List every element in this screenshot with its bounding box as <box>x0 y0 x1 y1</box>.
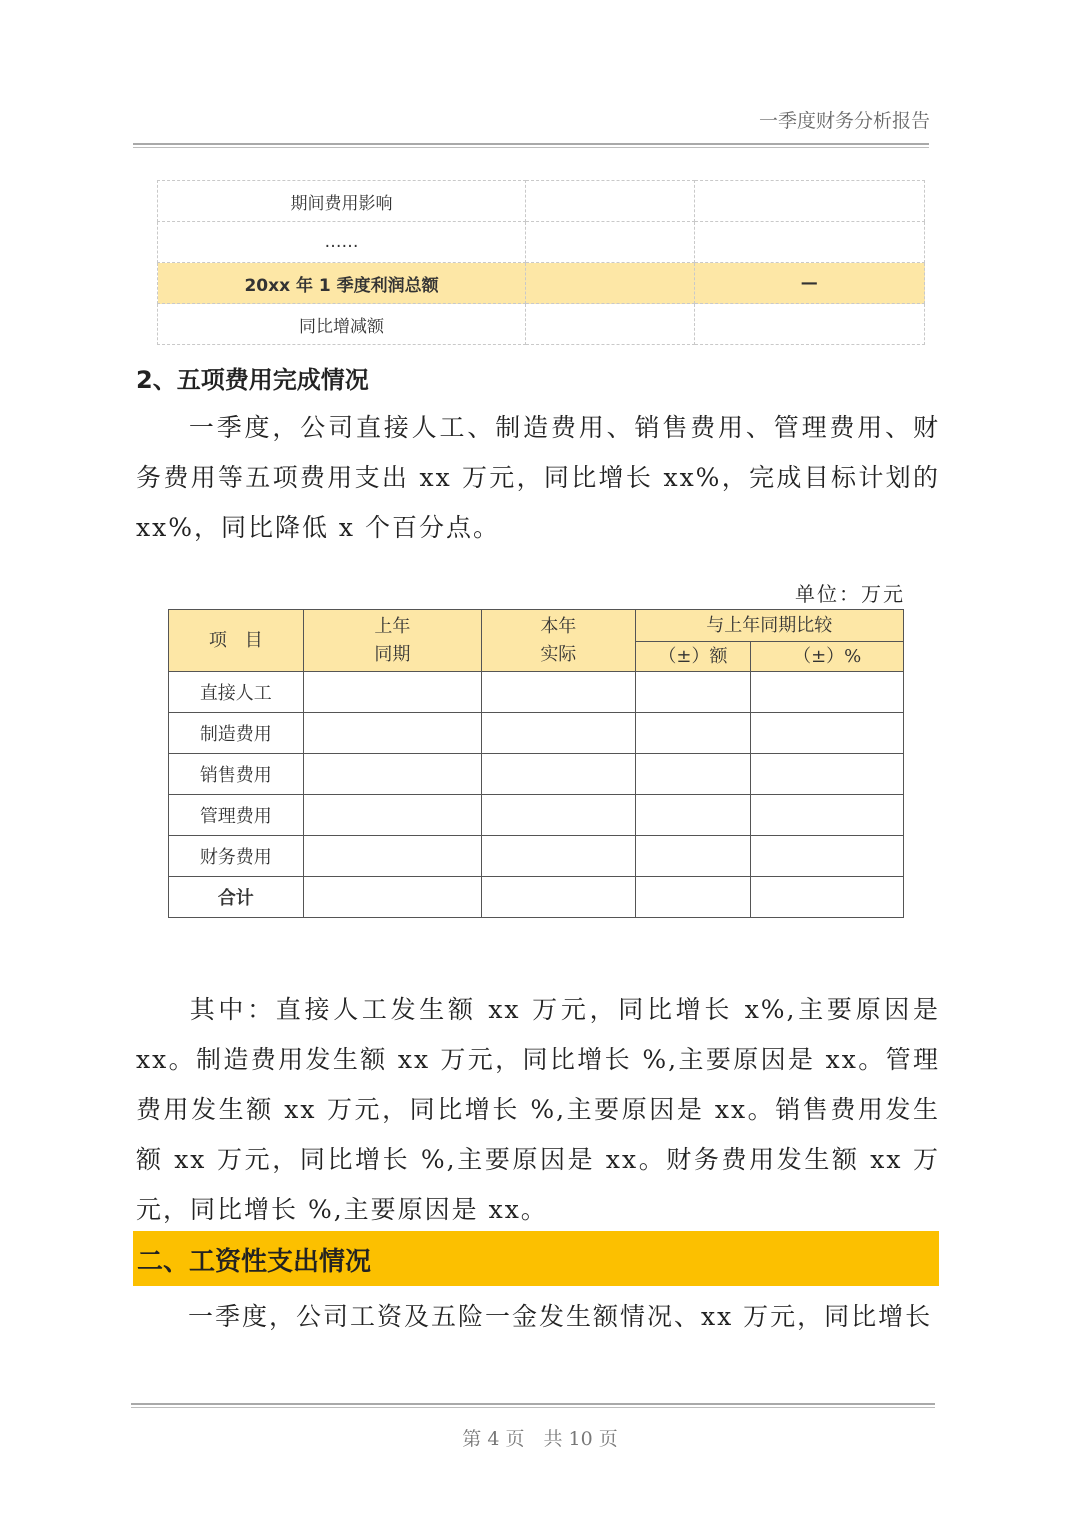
col-header-compare: 与上年同期比较 <box>635 610 903 642</box>
table-row <box>169 672 904 713</box>
table-cell <box>635 836 751 877</box>
table-cell <box>635 795 751 836</box>
row-label: 直接人工 <box>169 672 304 713</box>
paragraph-text: 一季度，公司直接人工、制造费用、销售费用、管理费用、财务费用等五项费用支出 xx 万元，同比增长 xx%，完成目标计划的 xx%，同比降低 x 个百分点。 <box>136 413 940 542</box>
row-label: 销售费用 <box>169 754 304 795</box>
section-band-title: 二、工资性支出情况 <box>137 1247 372 1277</box>
table-cell <box>526 222 695 263</box>
table-cell <box>482 836 636 877</box>
table-row <box>169 795 904 836</box>
table-cell <box>303 754 481 795</box>
table-cell <box>694 222 924 263</box>
row-label: 期间费用影响 <box>158 181 526 222</box>
table-cell <box>526 263 695 304</box>
table-cell <box>482 877 636 918</box>
body-paragraph <box>136 403 940 553</box>
row-label: 财务费用 <box>169 836 304 877</box>
unit-label: 单位：万元 <box>795 582 905 606</box>
table-cell <box>482 713 636 754</box>
table-cell <box>751 672 904 713</box>
section-heading: 2、五项费用完成情况 <box>136 366 369 394</box>
header-line: 上年 <box>374 615 411 637</box>
header-line: 本年 <box>540 615 577 637</box>
header-line: 实际 <box>540 643 577 665</box>
table-cell <box>635 713 751 754</box>
table-cell <box>751 754 904 795</box>
table-cell <box>303 836 481 877</box>
row-label: 管理费用 <box>169 795 304 836</box>
table-cell <box>751 713 904 754</box>
page-number: 第 4 页 共 10 页 <box>462 1428 618 1450</box>
table-cell <box>482 672 636 713</box>
table-row-total <box>169 877 904 918</box>
table-cell <box>482 754 636 795</box>
salary-paragraph <box>136 1292 940 1342</box>
table-cell <box>635 754 751 795</box>
table-cell <box>526 181 695 222</box>
paragraph-text: 其中：直接人工发生额 xx 万元，同比增长 x%,主要原因是 xx。制造费用发生额 xx 万元，同比增长 %,主要原因是 xx。管理费用发生额 xx 万元，同比增长 %,主要原因是 xx。销售费用发生额 xx 万元，同比增长 %,主要原因是 xx。财务费用发生额 xx 万元，同比增长 %,主要原因是 xx。 <box>136 995 940 1224</box>
table-cell <box>751 877 904 918</box>
row-label-total: 合计 <box>169 877 304 918</box>
table-cell <box>303 795 481 836</box>
col-header-last-year <box>303 610 481 672</box>
section-band <box>133 1231 939 1286</box>
table-cell <box>482 795 636 836</box>
row-label: 同比增减额 <box>158 304 526 345</box>
header-divider <box>133 143 929 148</box>
table-cell <box>303 672 481 713</box>
table-row <box>169 713 904 754</box>
row-label: 制造费用 <box>169 713 304 754</box>
table-row <box>158 181 925 222</box>
table-row <box>169 754 904 795</box>
header-line: 同期 <box>374 643 411 665</box>
table-row-highlight <box>158 263 925 304</box>
col-header-percent: （±）% <box>751 642 904 672</box>
table-cell <box>635 672 751 713</box>
table-header-row <box>169 610 904 642</box>
table-row <box>158 222 925 263</box>
expense-table <box>168 609 904 918</box>
col-header-this-year <box>482 610 636 672</box>
table-cell <box>694 181 924 222</box>
profit-summary-table <box>157 180 925 345</box>
table-cell <box>751 795 904 836</box>
row-label: …… <box>158 222 526 263</box>
table-row <box>158 304 925 345</box>
table-cell <box>303 713 481 754</box>
table-cell <box>303 877 481 918</box>
col-header-amount: （±）额 <box>635 642 751 672</box>
table-cell <box>751 836 904 877</box>
table-cell <box>526 304 695 345</box>
table-cell <box>635 877 751 918</box>
paragraph-text: 一季度，公司工资及五险一金发生额情况、xx 万元，同比增长 <box>188 1302 933 1331</box>
table-cell: — <box>694 263 924 304</box>
table-row <box>169 836 904 877</box>
detail-paragraph <box>136 985 940 1235</box>
footer-divider <box>131 1403 935 1408</box>
row-label: 20xx 年 1 季度利润总额 <box>158 263 526 304</box>
table-cell <box>694 304 924 345</box>
col-header-item: 项 目 <box>169 610 304 672</box>
header-title: 一季度财务分析报告 <box>758 110 930 132</box>
